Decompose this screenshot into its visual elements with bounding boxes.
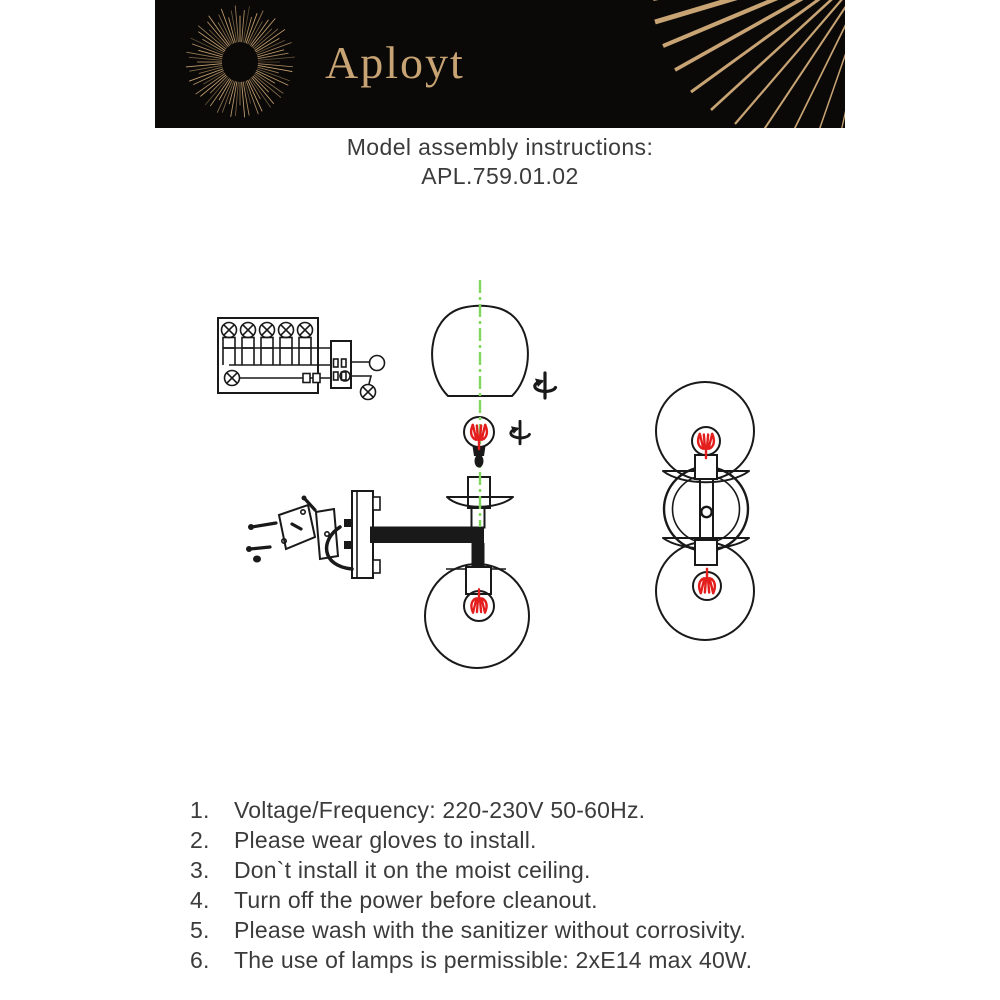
decorative-rays-icon [155, 0, 845, 128]
instruction-item [190, 945, 870, 975]
rotation-icon [535, 373, 556, 398]
wiring-diagram [218, 318, 385, 400]
instruction-number: 3. [190, 857, 210, 883]
instruction-text: Turn off the power before cleanout. [234, 887, 598, 913]
instruction-number: 5. [190, 917, 210, 943]
assembly-diagrams [150, 230, 850, 710]
instruction-number: 1. [190, 797, 210, 823]
instruction-number: 4. [190, 887, 210, 913]
instruction-item [190, 915, 870, 945]
document-title [0, 133, 1000, 191]
instruction-item [190, 885, 870, 915]
instruction-text: The use of lamps is permissible: 2xE14 max 40W. [234, 947, 753, 973]
instruction-item [190, 825, 870, 855]
instruction-text: Please wear gloves to install. [234, 827, 537, 853]
assembled-view [656, 382, 754, 640]
brand-wordmark: Aployt [325, 37, 465, 88]
instruction-item [190, 795, 870, 825]
instruction-number: 2. [190, 827, 210, 853]
instruction-text: Please wash with the sanitizer without corrosivity. [234, 917, 747, 943]
rotation-icon [511, 421, 530, 444]
instructions-list [190, 795, 870, 975]
instruction-item [190, 855, 870, 885]
instruction-text: Don`t install it on the moist ceiling. [234, 857, 591, 883]
instruction-number: 6. [190, 947, 210, 973]
instruction-text: Voltage/Frequency: 220-230V 50-60Hz. [234, 797, 646, 823]
title-line: Model assembly instructions: [346, 134, 654, 160]
brand-banner [155, 0, 845, 128]
model-number: APL.759.01.02 [421, 163, 579, 189]
